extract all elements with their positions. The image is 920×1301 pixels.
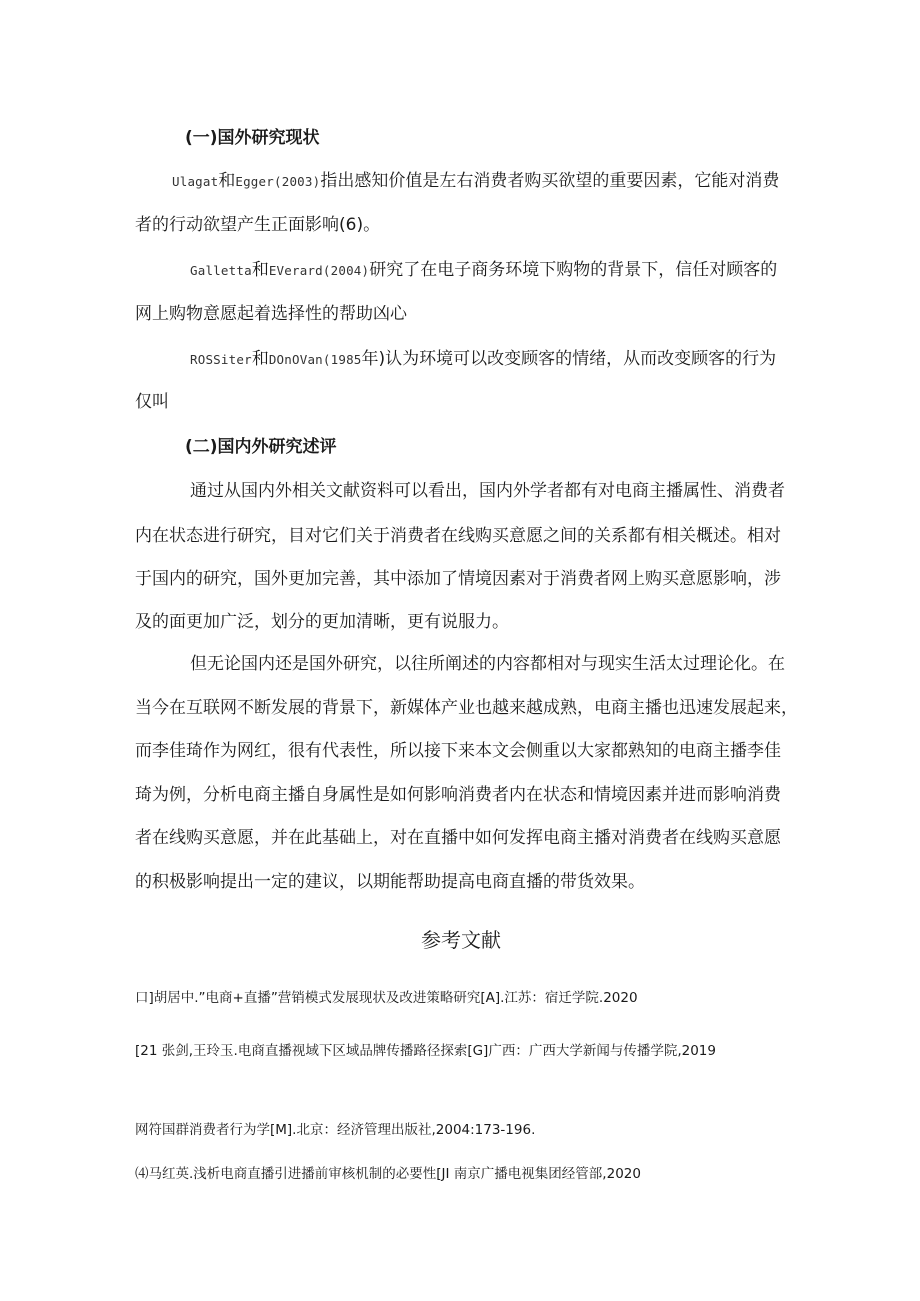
paragraph-line: 当今在互联网不断发展的背景下，新媒体产业也越来越成熟，电商主播也迅速发展起来， — [135, 698, 798, 718]
author-name: EVerard(2004) — [268, 263, 370, 278]
section-heading-review: (二)国内外研究述评 — [185, 437, 337, 457]
reference-item: [21 张剑,王玲玉.电商直播视域下区域品牌传播路径探索[G]广西：广西大学新闻与传播学院,2019 — [135, 1043, 716, 1059]
conjunction: 和 — [251, 349, 269, 369]
conjunction: 和 — [251, 260, 269, 280]
paragraph-line: 内在状态进行研究，目对它们关于消费者在线购买意愿之间的关系都有相关概述。相对 — [135, 526, 781, 546]
paragraph-line: 及的面更加广泛，划分的更加清晰，更有说服力。 — [135, 612, 509, 632]
text-run: 指出感知价值是左右消费者购买欲望的重要因素，它能对消费 — [320, 171, 780, 191]
text-run: 研究了在电子商务环境下购物的背景下，信任对顾客的 — [369, 260, 778, 280]
paragraph-line: 者在线购买意愿，并在此基础上，对在直播中如何发挥电商主播对消费者在线购买意愿 — [135, 828, 781, 848]
reference-item: 口]胡居中.”电商+直播”营销模式发展现状及改进策略研究[A].江苏：宿迁学院.2020 — [135, 990, 638, 1006]
references-title: 参考文献 — [421, 928, 501, 952]
paragraph-line: 网上购物意愿起着选择性的帮助凶心 — [135, 304, 407, 324]
author-name: DOnOVan(1985 — [268, 352, 362, 367]
author-name: Ulagat — [172, 174, 219, 189]
author-name: ROSSiter — [190, 352, 252, 367]
paragraph-line — [172, 169, 779, 194]
paragraph-line — [190, 258, 777, 283]
author-name: Egger(2003) — [235, 174, 321, 189]
paragraph-line: 于国内的研究，国外更加完善，其中添加了情境因素对于消费者网上购买意愿影响，涉 — [135, 569, 781, 589]
author-name: Galletta — [190, 263, 252, 278]
reference-item: 网符国群消费者行为学[M].北京：经济管理出版社,2004:173-196. — [135, 1122, 536, 1138]
reference-item: ⑷马红英.浅析电商直播引进播前审核机制的必要性[JI 南京广播电视集团经管部,2020 — [135, 1166, 641, 1182]
section-heading-foreign: (一)国外研究现状 — [185, 128, 320, 148]
paragraph-line: 但无论国内还是国外研究，以往所阐述的内容都相对与现实生活太过理论化。在 — [190, 654, 785, 674]
paragraph-line: 者的行动欲望产生正面影响(6)。 — [135, 215, 381, 235]
paragraph-line: 的积极影响提出一定的建议，以期能帮助提高电商直播的带货效果。 — [135, 872, 645, 892]
conjunction: 和 — [218, 171, 236, 191]
paragraph-line: 通过从国内外相关文献资料可以看出，国内外学者都有对电商主播属性、消费者 — [190, 481, 785, 501]
text-run: 年)认为环境可以改变顾客的情绪，从而改变顾客的行为 — [361, 349, 777, 369]
paragraph-line — [190, 347, 776, 372]
paragraph-line: 而李佳琦作为网红，很有代表性，所以接下来本文会侧重以大家都熟知的电商主播李佳 — [135, 741, 781, 761]
paragraph-line: 琦为例，分析电商主播自身属性是如何影响消费者内在状态和情境因素并进而影响消费 — [135, 785, 781, 805]
paragraph-line: 仅叫 — [135, 392, 169, 412]
